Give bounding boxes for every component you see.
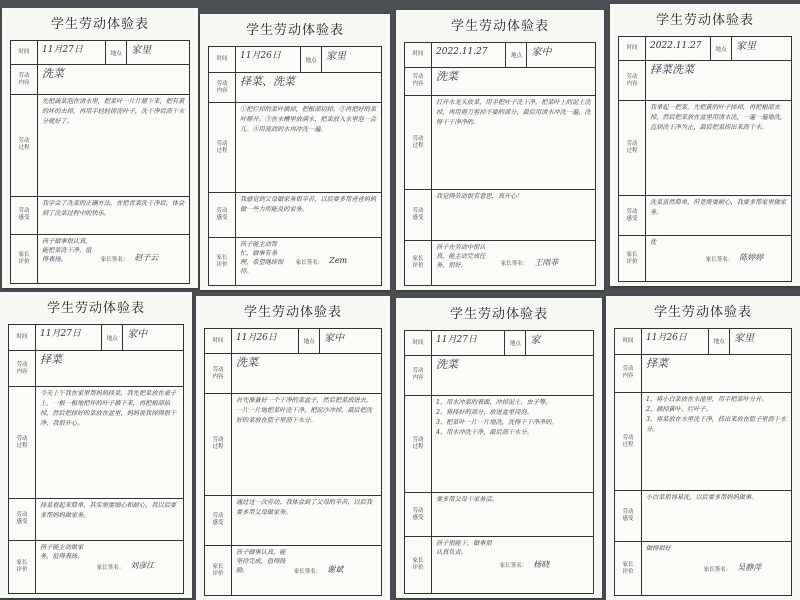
place-label: 地点 <box>505 331 526 355</box>
evaluation-row <box>11 235 189 283</box>
evaluation-value: 孩子在劳动中很认真，能主动完成任务，很好。 <box>436 244 486 270</box>
labor-experience-sheet <box>396 298 602 598</box>
place-value: 家里 <box>326 51 347 62</box>
process-row <box>615 393 791 491</box>
time-row <box>405 43 595 68</box>
sheet-title: 学生劳动体验表 <box>450 19 549 34</box>
feeling-label: 劳动 感受 <box>205 496 232 546</box>
parent-signature: 谢斌 <box>327 565 344 575</box>
labor-experience-sheet <box>610 4 800 286</box>
form-table <box>204 328 382 596</box>
feeling-value: 我学会了洗菜的正确方法，在把青菜洗干净后，体会到了洗菜过程中的快乐。 <box>42 199 185 217</box>
signature-label: 家长签名： <box>96 564 125 571</box>
evaluation-label: 家长 评价 <box>209 238 236 285</box>
labor-experience-sheet <box>0 292 192 598</box>
content-label: 劳动 内容 <box>405 356 432 395</box>
evaluation-label: 家长 评价 <box>615 542 642 595</box>
content-row <box>405 68 595 96</box>
evaluation-value: 孩子做事认真，能坚持完成，值得鼓励。 <box>236 549 286 575</box>
time-label: 时间 <box>209 47 236 72</box>
sheet-title: 学生劳动体验表 <box>50 17 149 32</box>
time-row <box>209 47 381 73</box>
evaluation-row <box>405 537 593 593</box>
evaluation-value: 做得很好 <box>646 545 671 553</box>
place-value: 家里 <box>131 45 152 56</box>
time-label: 时间 <box>9 325 36 350</box>
content-value: 择菜 <box>646 356 668 370</box>
feeling-row <box>205 496 381 547</box>
process-label: 劳动 过程 <box>205 394 232 494</box>
place-value: 家 <box>530 335 541 346</box>
feeling-value: 小白菜很容易洗，以后要多帮妈妈做事。 <box>646 494 758 502</box>
time-label: 时间 <box>405 43 432 67</box>
content-row <box>209 73 381 103</box>
evaluation-row <box>405 241 595 285</box>
evaluation-label: 家长 评价 <box>405 537 432 593</box>
feeling-label: 劳动 感受 <box>615 491 642 541</box>
evaluation-row <box>209 238 381 285</box>
evaluation-label: 家长 评价 <box>405 241 432 285</box>
sheet-title: 学生劳动体验表 <box>243 305 342 320</box>
time-label: 时间 <box>11 41 38 64</box>
time-label: 时间 <box>405 331 432 355</box>
time-row <box>405 331 593 356</box>
place-value: 家里 <box>734 333 755 344</box>
process-row <box>619 101 791 196</box>
form-table <box>10 40 190 284</box>
parent-signature: 杨晓 <box>533 559 550 569</box>
feeling-label: 劳动 感受 <box>619 196 646 235</box>
process-value: ①把烂掉的菜叶摘掉，把根部切掉。②再把好的菜叶掰开。③在水槽里放满水，把菜放入水里泡一会儿。④用流动的水再冲洗一遍。 <box>240 106 377 134</box>
evaluation-row <box>9 541 183 593</box>
content-row <box>9 351 183 387</box>
sheet-title: 学生劳动体验表 <box>653 305 752 320</box>
place-value: 家里 <box>736 41 757 52</box>
process-row <box>405 396 593 493</box>
process-label: 劳动 过程 <box>619 101 646 195</box>
evaluation-row <box>619 236 791 281</box>
time-label: 时间 <box>205 329 232 353</box>
process-row <box>209 103 381 193</box>
evaluation-value: 孩子做事很认真，能把菜洗干净，值得表扬。 <box>42 237 92 263</box>
form-table <box>404 330 594 594</box>
content-label: 劳动 内容 <box>205 354 232 393</box>
process-label: 劳动 过程 <box>209 103 236 192</box>
process-value: 今天上午我在家里帮妈妈择菜，我先把菜放在桌子上，一根一根地把坏的叶子摘下来，再把根部掐掉，然后把择好的菜放在盆里，妈妈说我择得很干净，我很开心。 <box>40 389 177 427</box>
evaluation-label: 家长 评价 <box>205 546 232 595</box>
evaluation-value: 孩子很能干，做事很认真负责。 <box>436 540 492 557</box>
feeling-row <box>209 193 381 238</box>
parent-signature: 刘彦江 <box>130 561 155 571</box>
evaluation-value: 孩子能主动帮忙，做事有条理，希望继续保持。 <box>240 241 284 276</box>
sheet-title: 学生劳动体验表 <box>449 307 548 322</box>
signature-label: 家长签名： <box>703 566 732 573</box>
time-row <box>205 329 381 354</box>
labor-experience-sheet <box>2 8 198 288</box>
feeling-row <box>615 491 791 542</box>
content-row <box>619 61 791 101</box>
form-table <box>614 328 792 596</box>
sheet-title: 学生劳动体验表 <box>245 23 344 38</box>
feeling-label: 劳动 感受 <box>209 193 236 237</box>
place-label: 地点 <box>709 329 730 354</box>
sheet-title: 学生劳动体验表 <box>655 13 754 28</box>
content-value: 洗菜 <box>42 67 64 81</box>
place-label: 地点 <box>711 37 732 60</box>
process-value: 1、用水冲菜的表面，冲掉泥土、虫子等。 2、将择好的部分，放进盆里浸泡。 3、把菜叶一片一片地洗，洗得干干净净的。 4、用水冲洗干净，最后沥干水分。 <box>436 398 558 436</box>
place-label: 地点 <box>106 41 127 64</box>
signature-label: 家长签名： <box>293 568 322 575</box>
signature-label: 家长签名： <box>295 259 324 266</box>
signature-label: 家长签名： <box>100 256 129 263</box>
feeling-row <box>619 196 791 236</box>
place-label: 地点 <box>506 43 527 67</box>
parent-signature: 王雨菲 <box>534 257 559 267</box>
process-row <box>405 96 595 191</box>
process-value: 先把蔬菜泡在清水里，把菜叶一片片掰下来，把有黄的坏的去掉，再用手轻轻搓洗叶子，洗干净后沥干水分就好了。 <box>42 97 185 125</box>
process-label: 劳动 过程 <box>9 387 36 498</box>
time-value: 11月27日 <box>432 331 505 355</box>
place-label: 地点 <box>299 329 320 353</box>
time-value: 11月26日 <box>642 329 709 354</box>
content-label: 劳动 内容 <box>11 65 38 93</box>
time-value: 2022.11.27 <box>646 37 711 60</box>
process-value: 我拿起一把菜，先把黄的叶子择掉，再把根部去掉，然后把菜放在盆里用清水洗，一遍一遍地洗，直到洗干净为止，最后把菜捞出来沥干水。 <box>650 104 787 132</box>
time-value: 11月26日 <box>236 47 301 72</box>
feeling-row <box>405 190 595 241</box>
time-value: 2022.11.27 <box>432 43 506 67</box>
parent-signature: 吴静萍 <box>737 563 762 573</box>
process-value: 1、将小白菜放在水池里，用手把菜叶分开。 2、摘掉黄叶、烂叶子。 3、将菜放在水里洗干净，捞出来放在篮子里沥干水分。 <box>646 395 787 433</box>
feeling-label: 劳动 感受 <box>11 197 38 234</box>
evaluation-row <box>205 546 381 595</box>
process-label: 劳动 过程 <box>405 96 432 190</box>
time-row <box>11 41 189 65</box>
feeling-value: 通过这一次劳动，我体会到了父母的辛苦，以后我要多帮父母做家务。 <box>236 498 373 516</box>
evaluation-label: 家长 评价 <box>619 236 646 281</box>
feeling-value: 洗菜虽然简单，但是需要耐心，我要多帮家里做家务。 <box>650 199 787 217</box>
place-label: 地点 <box>102 325 123 350</box>
feeling-value: 我感觉到父母做家务很辛苦，以后要多帮爸爸妈妈做一些力所能及的家务。 <box>240 196 377 214</box>
labor-experience-sheet <box>606 296 800 600</box>
process-value: 打开水龙头放菜，用手把叶子洗干净，把菜叶上的泥土洗掉，再用剪刀剪掉不要的部分，最后用清水冲洗一遍，洗得干干净净的。 <box>436 98 591 126</box>
content-value: 择菜、洗菜 <box>240 75 295 89</box>
content-label: 劳动 内容 <box>9 351 36 386</box>
feeling-value: 择菜看起来简单，其实需要细心和耐心，我以后要多帮妈妈做家务。 <box>40 502 177 520</box>
content-row <box>11 65 189 94</box>
place-label: 地点 <box>301 47 322 72</box>
labor-experience-sheet <box>200 14 390 290</box>
process-value: 首先准备好一个干净的菜盆子，然后把菜放进去，一片一片地把菜叶洗干净，把泥沙冲掉，最后把洗好的菜放在篮子里沥干水分。 <box>236 397 373 425</box>
parent-signature: 陈婷婷 <box>739 253 764 263</box>
place-value: 家中 <box>531 47 552 58</box>
evaluation-label: 家长 评价 <box>9 541 36 593</box>
labor-experience-sheet <box>196 296 390 600</box>
content-label: 劳动 内容 <box>209 73 236 102</box>
time-row <box>9 325 183 351</box>
parent-signature: 赵子云 <box>134 253 159 263</box>
process-row <box>205 394 381 495</box>
process-label: 劳动 过程 <box>405 396 432 492</box>
content-label: 劳动 内容 <box>405 68 432 95</box>
content-label: 劳动 内容 <box>615 355 642 392</box>
time-label: 时间 <box>615 329 642 354</box>
process-label: 劳动 过程 <box>615 393 642 490</box>
feeling-row <box>9 499 183 540</box>
signature-label: 家长签名： <box>705 256 734 263</box>
process-row <box>11 95 189 197</box>
feeling-row <box>11 197 189 235</box>
evaluation-label: 家长 评价 <box>11 235 38 283</box>
signature-label: 家长签名： <box>500 261 529 268</box>
evaluation-value: 优 <box>650 239 657 247</box>
feeling-value: 我觉得劳动很有意思，真开心！ <box>436 193 523 201</box>
parent-signature: Zem <box>329 256 348 266</box>
content-value: 洗菜 <box>436 69 458 83</box>
content-row <box>405 356 593 396</box>
process-label: 劳动 过程 <box>11 95 38 196</box>
time-value: 11月27日 <box>38 41 106 64</box>
feeling-label: 劳动 感受 <box>405 493 432 537</box>
form-table <box>618 36 792 282</box>
feeling-value: 要多帮父母干家务活。 <box>436 495 498 503</box>
form-table <box>208 46 382 286</box>
process-row <box>9 387 183 499</box>
feeling-label: 劳动 感受 <box>405 190 432 240</box>
content-label: 劳动 内容 <box>619 61 646 100</box>
feeling-label: 劳动 感受 <box>9 499 36 539</box>
time-value: 11月26日 <box>232 329 299 353</box>
feeling-row <box>405 493 593 538</box>
time-value: 11月27日 <box>36 325 102 350</box>
evaluation-row <box>615 542 791 595</box>
sheet-title: 学生劳动体验表 <box>46 301 145 316</box>
evaluation-value: 孩子能主动做家务，值得表扬。 <box>40 543 84 560</box>
content-value: 择菜洗菜 <box>650 63 694 77</box>
place-value: 家中 <box>324 333 345 344</box>
signature-label: 家长签名： <box>499 563 528 570</box>
content-row <box>615 355 791 393</box>
content-value: 洗菜 <box>236 356 258 370</box>
time-row <box>615 329 791 355</box>
content-value: 洗菜 <box>436 358 458 372</box>
content-row <box>205 354 381 394</box>
time-row <box>619 37 791 61</box>
labor-experience-sheet <box>396 10 604 290</box>
time-label: 时间 <box>619 37 646 60</box>
place-value: 家中 <box>127 329 148 340</box>
content-value: 择菜 <box>40 353 62 367</box>
form-table <box>8 324 184 594</box>
form-table <box>404 42 596 286</box>
